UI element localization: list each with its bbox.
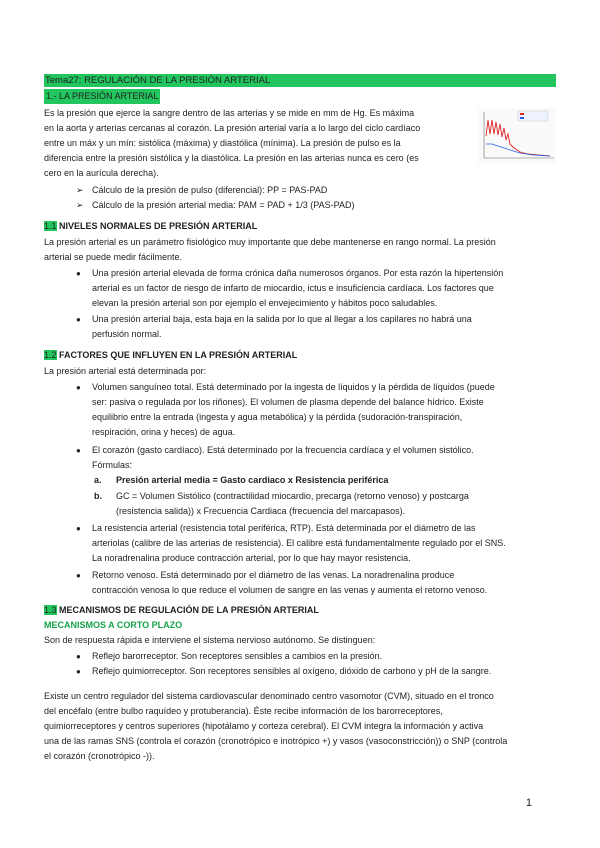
bullet-venous-return: ● xyxy=(76,571,81,580)
s13-para-line-1: Existe un centro regulador del sistema cardiovascular denominado centro vasomotor (CVM), situado en el tronco xyxy=(44,691,494,701)
pulse-pressure-formula: Cálculo de la presión de pulso (diferencial): PP = PAS-PAD xyxy=(92,185,328,195)
s12-b3-line-3: La noradrenalina produce contracción arterial, por lo que hay mayor resistencia. xyxy=(92,553,411,563)
section-1-2-number: 1.2 xyxy=(44,350,57,360)
s11-b1-line-1: Una presión arterial elevada de forma crónica daña numerosos órganos. Por esta razón la hipertensión xyxy=(92,268,504,278)
section-1-1-number: 1.1 xyxy=(44,221,57,231)
formula-b-line-1: GC = Volumen Sistólico (contractilidad miocardio, precarga (retorno venoso) y postcarga xyxy=(116,491,469,501)
s11-line-2: arterial se puede medir fácilmente. xyxy=(44,252,183,262)
s1-line-5: cero en la aurícula derecha). xyxy=(44,168,159,178)
s1-line-4: diferencia entre la presión sistólica y la diastólica. La presión en las arterias nunca es cero (es xyxy=(44,153,419,163)
page-number: 1 xyxy=(525,797,532,809)
s13-intro: Son de respuesta rápida e interviene el sistema nervioso autónomo. Se distinguen: xyxy=(44,635,376,645)
s13-para-line-2: del encéfalo (entre bulbo raquídeo y protuberancia). Éste recibe información de los barorreceptores, xyxy=(44,706,443,716)
formula-b-line-2: (resistencia salida)) x Frecuencia Cardiaca (frecuencia del marcapasos). xyxy=(116,506,406,516)
s12-b4-line-2: contracción venosa lo que reduce el volumen de sangre en las venas y aumenta el retorno venoso. xyxy=(92,585,488,595)
arrow-bullet-2: ➢ xyxy=(76,200,84,210)
section-1-1-heading xyxy=(44,219,257,234)
section-1-heading: 1.- LA PRESIÓN ARTERIAL xyxy=(44,89,160,104)
s12-b1-line-3: equilibrio entre la entrada (ingesta y agua metabólica) y la pérdida (sudoración-transpiración, xyxy=(92,412,463,422)
s12-b3-line-2: arteriolas (calibre de las arterias de resistencia). El calibre está fundamentalmente regulado por el SNS. xyxy=(92,538,506,548)
s13-para-line-5: el corazón (cronotrópico -)). xyxy=(44,751,155,761)
s12-b2-line-2: Fórmulas: xyxy=(92,460,133,470)
s12-b1-line-2: ser: pasiva o regulada por los riñones). El volumen de plasma depende del balance hídrico. Existe xyxy=(92,397,484,407)
bullet-heart: ● xyxy=(76,446,81,455)
section-1-1-title: NIVELES NORMALES DE PRESIÓN ARTERIAL xyxy=(59,221,258,231)
section-1-3-title: MECANISMOS DE REGULACIÓN DE LA PRESIÓN ARTERIAL xyxy=(59,605,319,615)
short-term-subheading: MECANISMOS A CORTO PLAZO xyxy=(44,620,183,630)
bullet-blood-volume: ● xyxy=(76,383,81,392)
bullet-high-pressure: ● xyxy=(76,269,81,278)
pressure-chart-image xyxy=(478,108,556,164)
s11-b2-line-1: Una presión arterial baja, esta baja en la salida por lo que al llegar a los capilares no habrá una xyxy=(92,314,472,324)
page-title: Tema27: REGULACIÓN DE LA PRESIÓN ARTERIAL xyxy=(45,75,271,86)
mean-pressure-formula: Cálculo de la presión arterial media: PAM = PAD + 1/3 (PAS-PAD) xyxy=(92,200,355,210)
s12-b1-line-4: respiración, orina y heces) de agua. xyxy=(92,427,236,437)
baroreceptor-reflex: Reflejo barorreceptor. Son receptores sensibles a cambios en la presión. xyxy=(92,651,383,661)
s11-b1-line-3: elevan la presión arterial son por ejemplo el envejecimiento y hábitos poco saludables. xyxy=(92,298,438,308)
s12-b4-line-1: Retorno venoso. Está determinado por el diámetro de las venas. La noradrenalina produce xyxy=(92,570,455,580)
section-1-3-heading xyxy=(44,603,319,618)
s1-line-3: entre un máx y un mín: sistólica (máxima) y diastólica (mínima). La presión de pulso es la xyxy=(44,138,401,148)
bullet-low-pressure: ● xyxy=(76,315,81,324)
bullet-chemoreceptor: ● xyxy=(76,667,81,676)
s12-intro: La presión arterial está determinada por: xyxy=(44,366,207,376)
chemoreceptor-reflex: Reflejo quimiorreceptor. Son receptores sensibles al oxígeno, dióxido de carbono y pH de la sangre. xyxy=(92,666,492,676)
bullet-resistance: ● xyxy=(76,524,81,533)
s13-para-line-4: una de las ramas SNS (controla el corazón (cronotrópico e inotrópico +) y vasos (vasoconstricción)) o SNP (controla xyxy=(44,736,508,746)
s12-b2-line-1: El corazón (gasto cardíaco). Está determinado por la frecuencia cardíaca y el volumen sistólico. xyxy=(92,445,474,455)
section-1-2-title: FACTORES QUE INFLUYEN EN LA PRESIÓN ARTERIAL xyxy=(59,350,298,360)
s13-para-line-3: quimiorreceptores y centros superiores (hipotálamo y corteza cerebral). El CVM integra la información y activa xyxy=(44,721,484,731)
s11-b1-line-2: arterial es un factor de riesgo de infarto de miocardio, ictus e insuficiencia cardíaca. Los factores que xyxy=(92,283,494,293)
s12-b1-line-1: Volumen sanguíneo total. Está determinado por la ingesta de líquidos y la pérdida de líquidos (puede xyxy=(92,382,495,392)
bullet-baroreceptor: ● xyxy=(76,652,81,661)
arrow-bullet-1: ➢ xyxy=(76,185,84,195)
formula-a-label: a. xyxy=(94,475,102,485)
s1-line-2: en la aorta y arterias cercanas al corazón. La presión arterial varía a lo largo del ciclo cardíaco xyxy=(44,123,421,133)
section-1-2-heading xyxy=(44,348,297,363)
formula-a: Presión arterial media = Gasto cardiaco x Resistencia periférica xyxy=(116,475,389,485)
formula-b-label: b. xyxy=(94,491,102,501)
s12-b3-line-1: La resistencia arterial (resistencia total periférica, RTP). Está determinada por el diámetro de las xyxy=(92,523,476,533)
s11-b2-line-2: perfusión normal. xyxy=(92,329,162,339)
s1-line-1: Es la presión que ejerce la sangre dentro de las arterias y se mide en mm de Hg. Es máxima xyxy=(44,108,415,118)
s11-line-1: La presión arterial es un parámetro fisiológico muy importante que debe mantenerse en rango normal. La presión xyxy=(44,237,496,247)
section-1-3-number: 1.3 xyxy=(44,605,57,615)
